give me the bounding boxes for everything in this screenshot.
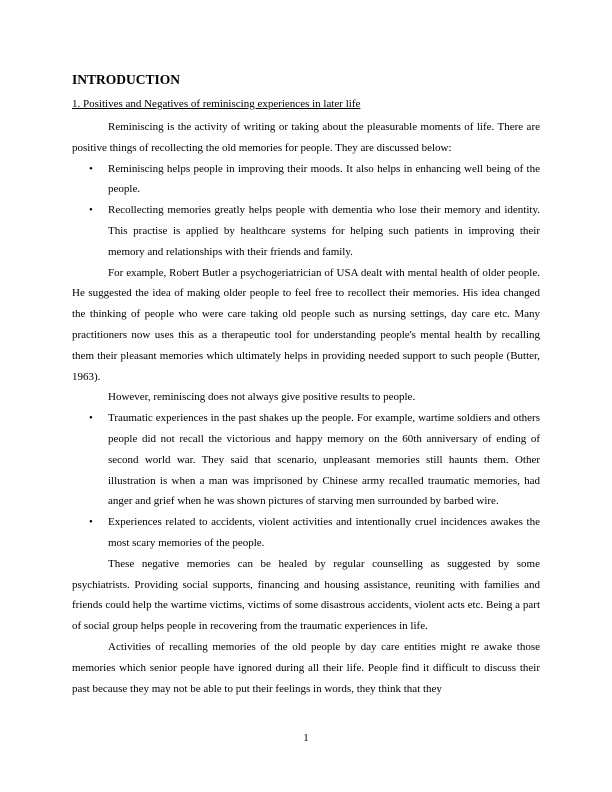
list-item [72,408,540,512]
list-item [72,512,540,554]
paragraph-healing: These negative memories can be healed by regular counselling as suggested by some psychiatrists. Providing social supports, financing and housing assistance, reuniting with families and friends could help the wartime victims, victims of some disastrous accidents, violent acts etc. Being a part of social group helps people in recovering from the traumatic experiences in life. [72,557,540,633]
bullet-icon: • [89,412,93,425]
paragraph-example: For example, Robert Butler a psychogeriatrician of USA dealt with mental health of older people. He suggested the idea of making older people to feel free to recollect their memories. His idea changed the thinking of people who were care taking old people such as nursing settings, day care etc. Many practitioners now uses this as a therapeutic tool for understanding people's mental health by recalling them their pleasant memories which ultimately helps in providing needed support to such people (Butter, 1963). [72,266,540,383]
bullet-icon: • [89,204,93,217]
bullet-icon: • [89,162,93,175]
paragraph-intro: Reminiscing is the activity of writing or taking about the pleasurable moments of life. There are positive things of recollecting the old memories for people. They are discussed below: [72,121,540,154]
page-number: 1 [303,732,309,744]
negatives-list [72,408,540,554]
list-item-text: Experiences related to accidents, violent activities and intentionally cruel incidences awakes the most scary memories of the people. [108,516,540,549]
paragraph-however: However, reminiscing does not always give positive results to people. [108,391,416,404]
bullet-icon: • [89,516,93,529]
list-item [72,159,540,201]
document-body [72,117,540,699]
section-subheading: 1. Positives and Negatives of reminiscing experiences in later life [72,98,361,110]
list-item [72,200,540,262]
section-heading: INTRODUCTION [72,72,181,87]
list-item-text: Recollecting memories greatly helps people with dementia who lose their memory and identity. This practise is applied by healthcare systems for helping such patients in improving their memory and relationships with their friends and family. [108,204,540,258]
list-item-text: Traumatic experiences in the past shakes up the people. For example, wartime soldiers and others people did not recall the victorious and happy memory on the 60th anniversary of ending of second world war. They said that scenario, unpleasant memories still haunts them. Other illustration is when a man was imprisoned by Chinese army recalled traumatic memories, had anger and grief when he was shown pictures of starving men surrounded by barbed wire. [108,412,540,508]
list-item-text: Reminiscing helps people in improving their moods. It also helps in enhancing well being of the people. [108,162,540,196]
positives-list [72,159,540,263]
paragraph-activities: Activities of recalling memories of the old people by day care entities might re awake those memories which senior people have ignored during all their life. People find it difficult to discuss their past because they may not be able to put their feelings in words, they think that they [72,640,540,695]
